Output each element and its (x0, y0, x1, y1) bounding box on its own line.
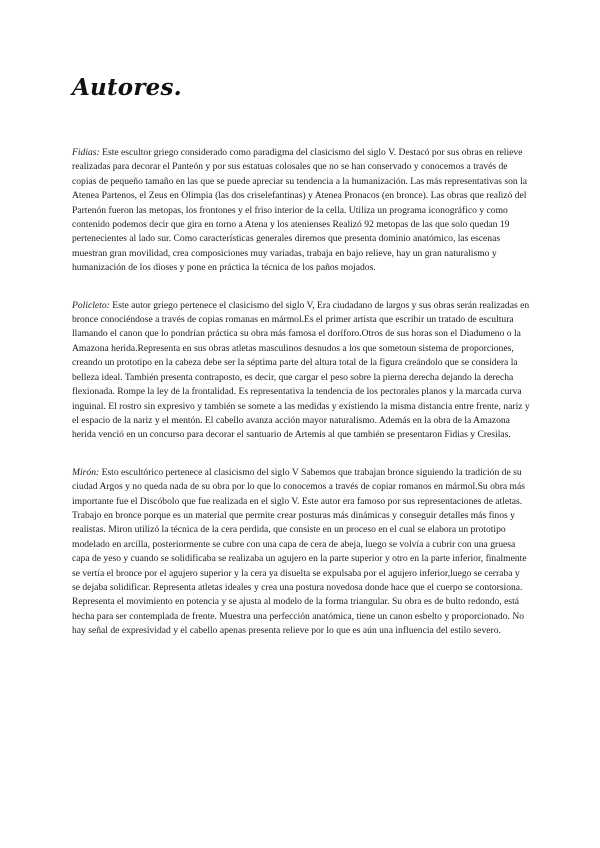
author-name-fidias: Fidias: (72, 147, 100, 158)
paragraph-fidias (72, 146, 530, 276)
author-name-miron: Mirón: (72, 466, 100, 478)
paragraph-text-policleto: Este autor griego pertenece el clasicismo del siglo V, Era ciudadano de largos y sus obras serán realizadas en bronce conociéndose a través de copias romanas en mármol.Es el primer artista que escribir un tratado de escultura llamando el canon que lo pondrían práctica su obra más famosa el doríforo.Otros de sus horas son el Diadumeno o la Amazona herida.Representa en sus obras atletas masculinos desnudos a los que sometoun sistema de proporciones, creando un prototipo en la cabeza debe ser la séptima parte del altura total de la figura creándolo que se considera la belleza ideal. También presenta contraposto, es decir, que cargar el peso sobre la pierna derecha dejando la derecha flexionada. Rompe la ley de la frontalidad. Es representativa la tendencia de los pectorales planos y la marcada curva inguinal. El rostro sin expresivo y también se somete a las medidas y existiendo la misma distancia entre frente, nariz y el espacio de la nariz y el mentón. El cabello avanza acción mayor naturalismo. Además en la obra de la Amazona herida venció en un concurso para decorar el santuario de Artemis al que también se presentaron Fidias y Cresilas. (72, 299, 530, 441)
page-title: Autores. (72, 74, 182, 101)
paragraph-policleto (72, 299, 530, 443)
paragraph-text-fidias: Este escultor griego considerado como paradigma del clasicismo del siglo V. Destacó por sus obras en relieve realizadas para decorar el Panteón y por sus estatuas colosales que no se han conservado y conocemos a través de copias de pequeño tamaño en las que se puede apreciar su tendencia a la humanización. Las más representativas son la Atenea Partenos, el Zeus en Olimpia (las dos criselefantinas) y Atenea Pronacos (en bronce). Las obras que realizó del Partenón fueron las metopas, los frontones y el friso interior de la cella. Utiliza un programa iconográfico y como contenido podemos decir que gira en torno a Atena y los atenienses Realizó 92 metopas de las que solo quedan 19 pertenecientes al lado sur. Como características generales diremos que presenta dominio anatómico, las escenas muestran gran movilidad, crea composiciones muy variadas, trabaja en bajo relieve, hay un gran naturalismo y humanización de los dioses y pone en práctica la técnica de los paños mojados. (72, 147, 527, 274)
paragraph-miron (72, 466, 530, 639)
author-name-policleto: Policleto: (72, 299, 110, 311)
document-body (72, 146, 530, 662)
paragraph-text-miron: Esto escultórico pertenece al clasicismo del siglo V Sabemos que trabajan bronce siguiendo la tradición de su ciudad Argos y no queda nada de su obra por lo que lo conocemos a través de copiar romanos en mármol.Su obra más importante fue el Discóbolo que fue realizada en el siglo V. Este autor era famoso por sus representaciones de atletas. Trabajo en bronce porque es un material que permite crear posturas más dinámicas y conseguir detalles más finos y realistas. Miron utilizó la técnica de la cera perdida, que consiste en un proceso en el cual se elabora un prototipo modelado en arcilla, posteriormente se cubre con una capa de cera de abeja, luego se volvía a cubrir con una gruesa capa de yeso y cuando se solidificaba se realizaba un agujero en la parte superior y otro en la parte inferior, finalmente se vertía el bronce por el agujero superior y la cera ya disuelta se expulsaba por el agujero inferior,luego se cerraba y se dejaba solidificar. Representa atletas ideales y crea una postura novedosa donde hace que el cuerpo se contorsiona. Representa el movimiento en potencia y se ajusta al modelo de la forma triangular. Su obra es de bulto redondo, está hecha para ser contemplada de frente. Muestra una perfección anatómica, tiene un canon esbelto y proporcionado. No hay señal de expresividad y el cabello apenas presenta relieve por lo que es aún una influencia del estilo severo. (72, 466, 527, 637)
